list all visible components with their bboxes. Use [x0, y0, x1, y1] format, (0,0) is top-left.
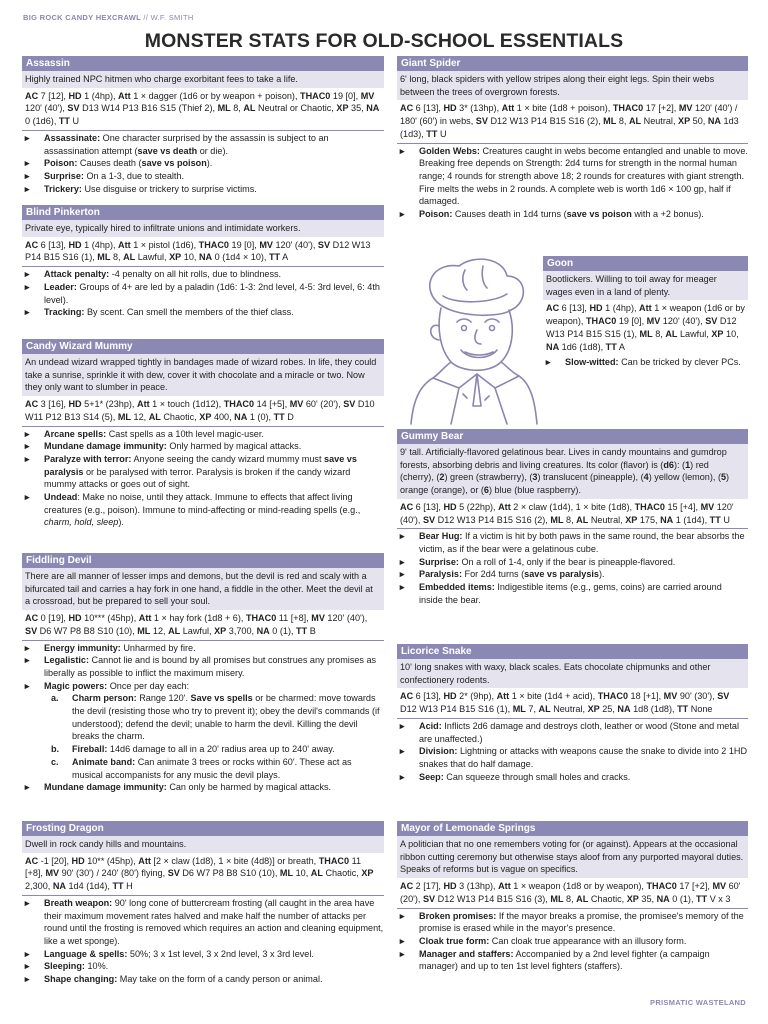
ability-item: ► Poison: Causes death (save vs poison).: [22, 157, 384, 170]
stat-block: AC 0 [19], HD 10*** (45hp), Att 1 × hay fork (1d8 + 6), THAC0 11 [+8], MV 120' (40'), SV D6 W7 P8 B8 S10 (10), ML 12, AL Lawful, XP 3,700, NA 0 (1), TT B: [22, 610, 384, 640]
monster-frosting-dragon: [22, 821, 384, 986]
ability-item: ► Assassinate: One character surprised by the assassin is subject to an assassination attempt (save vs death or die).: [22, 132, 384, 157]
monster-giant-spider: [397, 56, 748, 221]
ability-list: [22, 896, 384, 986]
monster-description: 6' long, black spiders with yellow stripes along their eight legs. Spin their webs between the trees of overgrown forests.: [397, 71, 748, 100]
ability-item: ► Poison: Causes death in 1d4 turns (save vs poison with a +2 bonus).: [397, 208, 748, 221]
monster-name: Mayor of Lemonade Springs: [397, 821, 748, 836]
monster-fiddling-devil: [22, 553, 384, 794]
ability-item: ► Arcane spells: Cast spells as a 10th level magic-user.: [22, 428, 384, 441]
sub-ability-item: c. Animate band: Can animate 3 trees or rocks within 60'. These act as musical accompanists for any music the devil plays.: [51, 756, 352, 780]
monster-mayor-of-lemonade-springs: [397, 821, 748, 973]
monster-description: 10' long snakes with waxy, black scales. Eats chocolate chipmunks and other confectionery rodents.: [397, 659, 748, 688]
monster-name: Candy Wizard Mummy: [22, 339, 384, 354]
page-footer: PRISMATIC WASTELAND: [650, 998, 746, 1007]
stat-block: AC 2 [17], HD 3 (13hp), Att 1 × weapon (1d8 or by weapon), THAC0 17 [+2], MV 60' (20'), SV D12 W13 P14 B15 S16 (3), ML 8, AL Chaotic, XP 35, NA 0 (1), TT V x 3: [397, 878, 748, 908]
ability-item: ► Attack penalty: -4 penalty on all hit rolls, due to blindness.: [22, 268, 384, 281]
ability-list: [22, 267, 384, 319]
ability-item: ► Magic powers: Once per day each: a. Charm person: Range 120'. Save vs spells or be charmed: move towards the devil (resisting those who try to prevent it); obey the devil's commands (if understood); defend the devil; unable to harm the devil. Killing the devil breaks the charm. b. Fireball: 14d6 damage to all in a 20' radius area up to 240' away. c. Animate band: Can animate 3 trees or rocks within 60'. These act as musical accompanists for any music the devil plays.: [22, 680, 384, 782]
ability-item: ► Paralysis: For 2d4 turns (save vs paralysis).: [397, 568, 748, 581]
monster-description: 9' tall. Artificially-flavored gelatinous bear. Lives in candy mountains and gumdrop forests, absorbing debris and living creatures. Its color (flavor) is (d6): (1) red (cherry), (2) green (strawberry), (3) translucent (pineapple), (4) yellow (lemon), (5) orange (orange), or (6) blue (blue raspberry).: [397, 444, 748, 499]
monster-goon: [543, 256, 748, 369]
sub-ability-item: a. Charm person: Range 120'. Save vs spells or be charmed: move towards the devil (resisting those who try to prevent it); obey the devil's commands (if understood); defend the devil; unable to harm the devil. Killing the devil breaks the charm.: [51, 693, 380, 742]
page-header: [23, 13, 194, 22]
ability-item: ► Bear Hug: If a victim is hit by both paws in the same round, the bear absorbs the victim, as if the bear were a gelatinous cube.: [397, 530, 748, 555]
monster-name: Goon: [543, 256, 748, 271]
ability-item: ► Division: Lightning or attacks with weapons cause the snake to divide into 2 1HD snakes that do half damage.: [397, 745, 748, 770]
monster-name: Frosting Dragon: [22, 821, 384, 836]
monster-name: Assassin: [22, 56, 384, 71]
ability-list: [22, 131, 384, 196]
ability-item: ► Seep: Can squeeze through small holes and cracks.: [397, 771, 748, 784]
ability-item: ► Paralyze with terror: Anyone seeing the candy wizard mummy must save vs paralysis or be paralysed with terror. Paralysis is broken if the candy wizard mummy attacks or goes out of sight.: [22, 453, 384, 491]
ability-item: ► Sleeping: 10%.: [22, 960, 384, 973]
ability-item: ► Surprise: On a 1-3, due to stealth.: [22, 170, 384, 183]
ability-item: ► Surprise: On a roll of 1-4, only if the bear is pineapple-flavored.: [397, 556, 748, 569]
monster-blind-pinkerton: [22, 205, 384, 319]
author: W.F. SMITH: [150, 13, 194, 22]
stat-block: AC 6 [13], HD 5 (22hp), Att 2 × claw (1d4), 1 × bite (1d8), THAC0 15 [+4], MV 120' (40'), SV D12 W13 P14 B15 S16 (2), ML 8, AL Neutral, XP 175, NA 1 (1d4), TT U: [397, 499, 748, 529]
ability-item: ► Trickery: Use disguise or trickery to surprise victims.: [22, 183, 384, 196]
ability-item: ► Slow-witted: Can be tricked by clever PCs.: [543, 356, 748, 369]
ability-list: [397, 719, 748, 784]
monster-name: Blind Pinkerton: [22, 205, 384, 220]
sub-ability-item: b. Fireball: 14d6 damage to all in a 20' radius area up to 240' away.: [51, 744, 335, 755]
monster-description: An undead wizard wrapped tightly in bandages made of wizard robes. In life, they could take a sunrise, sprinkle it with dew, cover it with chocolate and a miracle or two. Now they only want to slumber in peace.: [22, 354, 384, 396]
ability-item: ► Acid: Inflicts 2d6 damage and destroys cloth, leather or wood (Stone and metal are unaffected.): [397, 720, 748, 745]
ability-item: ► Leader: Groups of 4+ are led by a paladin (1d6: 1-3: 2nd level, 4-5: 3rd level, 6: 4th level).: [22, 281, 384, 306]
ability-item: ► Embedded items: Indigestible items (e.g., gems, coins) are carried around inside the bear.: [397, 581, 748, 606]
ability-item: ► Broken promises: If the mayor breaks a promise, the promisee's memory of the promise is erased while in the mayor's presence.: [397, 910, 748, 935]
monster-description: Private eye, typically hired to infiltrate unions and intimidate workers.: [22, 220, 384, 237]
ability-item: ► Legalistic: Cannot lie and is bound by all promises but construes any promises as liberally as possible to inflict the maximum misery.: [22, 654, 384, 679]
monster-name: Fiddling Devil: [22, 553, 384, 568]
ability-item: ► Manager and staffers: Accompanied by a 2nd level fighter (a campaign manager) and up to ten 1st level fighters (staffers).: [397, 948, 748, 973]
monster-candy-wizard-mummy: [22, 339, 384, 529]
stat-block: AC 3 [16], HD 5+1* (23hp), Att 1 × touch (1d12), THAC0 14 [+5], MV 60' (20'), SV D10 W11 P12 B13 S14 (5), ML 12, AL Chaotic, XP 400, NA 1 (0), TT D: [22, 396, 384, 426]
sub-ability-list: [44, 692, 384, 781]
ability-list: [22, 641, 384, 794]
stat-block: AC 7 [12], HD 1 (4hp), Att 1 × dagger (1d6 or by weapon + poison), THAC0 19 [0], MV 120' (40'), SV D13 W14 P13 B16 S15 (Thief 2), ML 8, AL Neutral or Chaotic, XP 35, NA 0 (1d6), TT U: [22, 88, 384, 131]
stat-block: AC -1 [20], HD 10** (45hp), Att [2 × claw (1d8), 1 × bite (4d8)] or breath, THAC0 11 [+8], MV 90' (30') / 240' (80') flying, SV D6 W7 P8 B8 S10 (10), ML 10, AL Chaotic, XP 2,300, NA 1d4 (1d4), TT H: [22, 853, 384, 896]
page-title: MONSTER STATS FOR OLD-SCHOOL ESSENTIALS: [144, 30, 624, 52]
series-title: BIG ROCK CANDY HEXCRAWL: [23, 13, 142, 22]
ability-item: ► Breath weapon: 90' long cone of buttercream frosting (all caught in the area have their maximum movement rates halved and make half the number of attacks per round until the frosting is removed which requires an action and cleaning equipment, like a wet sponge).: [22, 897, 384, 948]
ability-list: [22, 427, 384, 530]
monster-description: There are all manner of lesser imps and demons, but the devil is red and scaly with a bifurcated tail and carries a hay fork in one hand, a fiddle in the other. Meet the devil at a crossroad, but be prepared to sell your soul.: [22, 568, 384, 610]
stat-block: AC 6 [13], HD 3* (13hp), Att 1 × bite (1d8 + poison), THAC0 17 [+2], MV 120' (40') / 180' (60') in webs, SV D12 W13 P14 B15 S16 (2), ML 8, AL Neutral, XP 50, NA 1d3 (1d3), TT U: [397, 100, 748, 143]
ability-item: ► Cloak true form: Can cloak true appearance with an illusory form.: [397, 935, 748, 948]
ability-item: ► Golden Webs: Creatures caught in webs become entangled and unable to move. Breaking free depends on Strength: 2d4 turns for strength in the normal human range; 4 rounds for strength above 18; 2 rounds for creatures with giant strength. Fire melts the webs in 2 rounds. A complete web is worth 1d6 × 100 gp, half if damaged.: [397, 145, 748, 209]
stat-block: AC 6 [13], HD 2* (9hp), Att 1 × bite (1d4 + acid), THAC0 18 [+1], MV 90' (30'), SV D12 W13 P14 B15 S16 (1), ML 7, AL Neutral, XP 25, NA 1d8 (1d8), TT None: [397, 688, 748, 718]
monster-licorice-snake: [397, 644, 748, 783]
ability-item: ► Tracking: By scent. Can smell the members of the thief class.: [22, 306, 384, 319]
monster-assassin: [22, 56, 384, 195]
ability-item: ► Undead: Make no noise, until they attack. Immune to effects that affect living creatures (e.g., poison). Immune to mind-affecting or mind-reading spells (e.g., charm, hold, sleep).: [22, 491, 384, 529]
goon-illustration: [403, 256, 539, 428]
monster-name: Licorice Snake: [397, 644, 748, 659]
monster-description: A politician that no one remembers voting for (or against). Appears at the occasional ribbon cutting ceremony but otherwise stays aloof from any purported mayoral duties. Speaks of reforms but is vague on specifics.: [397, 836, 748, 878]
monster-description: Dwell in rock candy hills and mountains.: [22, 836, 384, 853]
ability-list: [397, 909, 748, 974]
monster-description: Highly trained NPC hitmen who charge exorbitant fees to take a life.: [22, 71, 384, 88]
stat-block: AC 6 [13], HD 1 (4hp), Att 1 × weapon (1d6 or by weapon), THAC0 19 [0], MV 120' (40'), SV D12 W13 P14 B15 S15 (1), ML 8, AL Lawful, XP 10, NA 1d6 (1d8), TT A: [546, 303, 745, 352]
ability-item: ► Shape changing: May take on the form of a candy person or animal.: [22, 973, 384, 986]
monster-gummy-bear: [397, 429, 748, 606]
ability-item: ► Energy immunity: Unharmed by fire.: [22, 642, 384, 655]
ability-item: ► Mundane damage immunity: Can only be harmed by magical attacks.: [22, 781, 384, 794]
ability-list: [543, 355, 748, 369]
monster-name: Gummy Bear: [397, 429, 748, 444]
header-separator: //: [141, 13, 151, 22]
ability-item: ► Mundane damage immunity: Only harmed by magical attacks.: [22, 440, 384, 453]
monster-description: Bootlickers. Willing to toil away for meager wages even in a land of plenty.: [543, 271, 748, 300]
stat-block: AC 6 [13], HD 1 (4hp), Att 1 × pistol (1d6), THAC0 19 [0], MV 120' (40'), SV D12 W13 P14 B15 S16 (1), ML 8, AL Lawful, XP 10, NA 0 (1d4 × 10), TT A: [22, 237, 384, 267]
ability-list: [397, 144, 748, 221]
ability-list: [397, 529, 748, 606]
ability-item: ► Language & spells: 50%; 3 x 1st level, 3 x 2nd level, 3 x 3rd level.: [22, 948, 384, 961]
monster-name: Giant Spider: [397, 56, 748, 71]
